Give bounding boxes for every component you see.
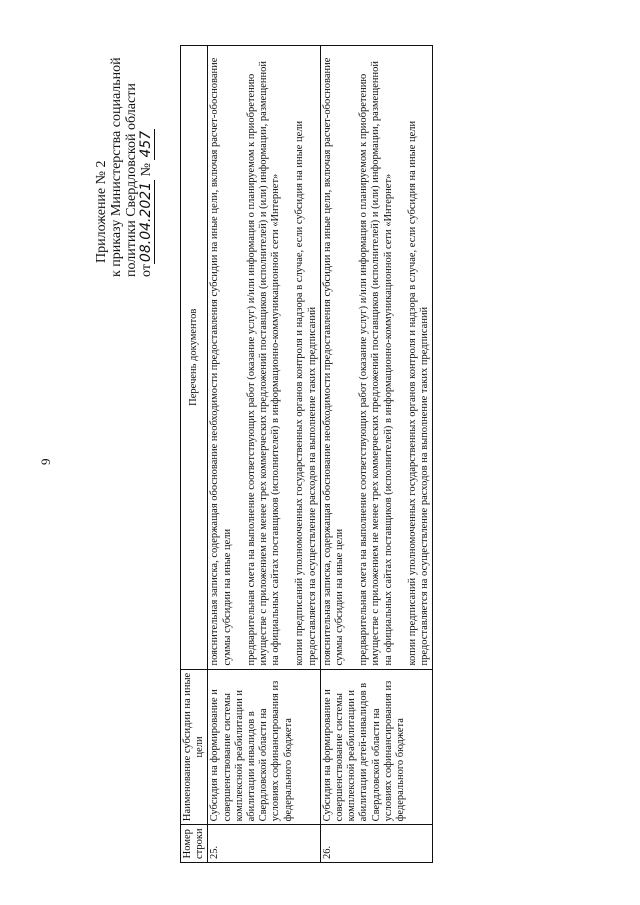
documents-table <box>180 45 433 863</box>
date-prefix: от <box>139 264 154 277</box>
page-number: 9 <box>38 458 53 465</box>
appendix-order-line: к приказу Министерства социальной <box>109 57 124 277</box>
header-subsidy-name: Наименование субсидии на иные цели <box>181 669 208 825</box>
header-documents: Перечень документов <box>181 46 208 670</box>
documents-cell <box>320 46 432 670</box>
appendix-date-line <box>139 57 154 277</box>
document-item: предварительная смета на выполнение соответствующих работ (оказание услуг) и/или информация о планируемом к приобретению имуществе с приложением не менее трех коммерческих предложений поставщиков (исполнителей) и (или) информации, размещенной на официальных сайтах поставщиков (исполнителей) в информационно-коммуникационной сети «Интернет» <box>245 61 282 666</box>
subsidy-name: Субсидия на формирование и совершенствование системы комплексной реабилитации и абилитации детей-инвалидов в Свердловской области на условиях софинансирования из федерального бюджета <box>320 669 432 825</box>
appendix-header <box>94 57 154 277</box>
handwritten-date: 08.04.2021 <box>138 181 154 263</box>
row-number: 26. <box>320 825 432 863</box>
table-header-row <box>181 46 208 863</box>
appendix-title: Приложение № 2 <box>94 160 109 263</box>
appendix-region-line: политики Свердловской области <box>124 83 139 277</box>
document-item: пояснительная записка, содержащая обоснование необходимости предоставления субсидии на иные цели, включая расчет-обоснование суммы субсидии на иные цели <box>321 57 346 666</box>
header-row-number: Номер строки <box>181 825 208 863</box>
number-sign: № <box>139 163 154 177</box>
documents-cell <box>208 46 320 670</box>
document-item: предварительная смета на выполнение соответствующих работ (оказание услуг) и/или информация о планируемом к приобретению имуществе с приложением не менее трех коммерческих предложений поставщиков (исполнителей) и (или) информации, размещенной на официальных сайтах поставщиков (исполнителей) в информационно-коммуникационной сети «Интернет» <box>358 61 394 666</box>
document-item: копии предписаний уполномоченных государственных органов контроля и надзора в случае, если субсидия на иные цели предоставляется на осуществление расходов на выполнение таких предписаний <box>294 120 318 666</box>
subsidy-name: Субсидия на формирование и совершенствование системы комплексной реабилитации и абилитации инвалидов в Свердловской области на условиях софинансирования из федерального бюджета <box>208 669 320 825</box>
table-row <box>320 46 432 863</box>
handwritten-number: 457 <box>138 130 154 158</box>
document-item: пояснительная записка, содержащая обоснование необходимости предоставления субсидии на иные цели, включая расчет-обоснование суммы субсидии на иные цели <box>209 57 233 666</box>
table-row <box>208 46 320 863</box>
row-number: 25. <box>208 825 320 863</box>
document-item: копии предписаний уполномоченных государственных органов контроля и надзора в случае, если субсидия на иные цели предоставляется на осуществление расходов на выполнение таких предписаний <box>406 120 431 666</box>
